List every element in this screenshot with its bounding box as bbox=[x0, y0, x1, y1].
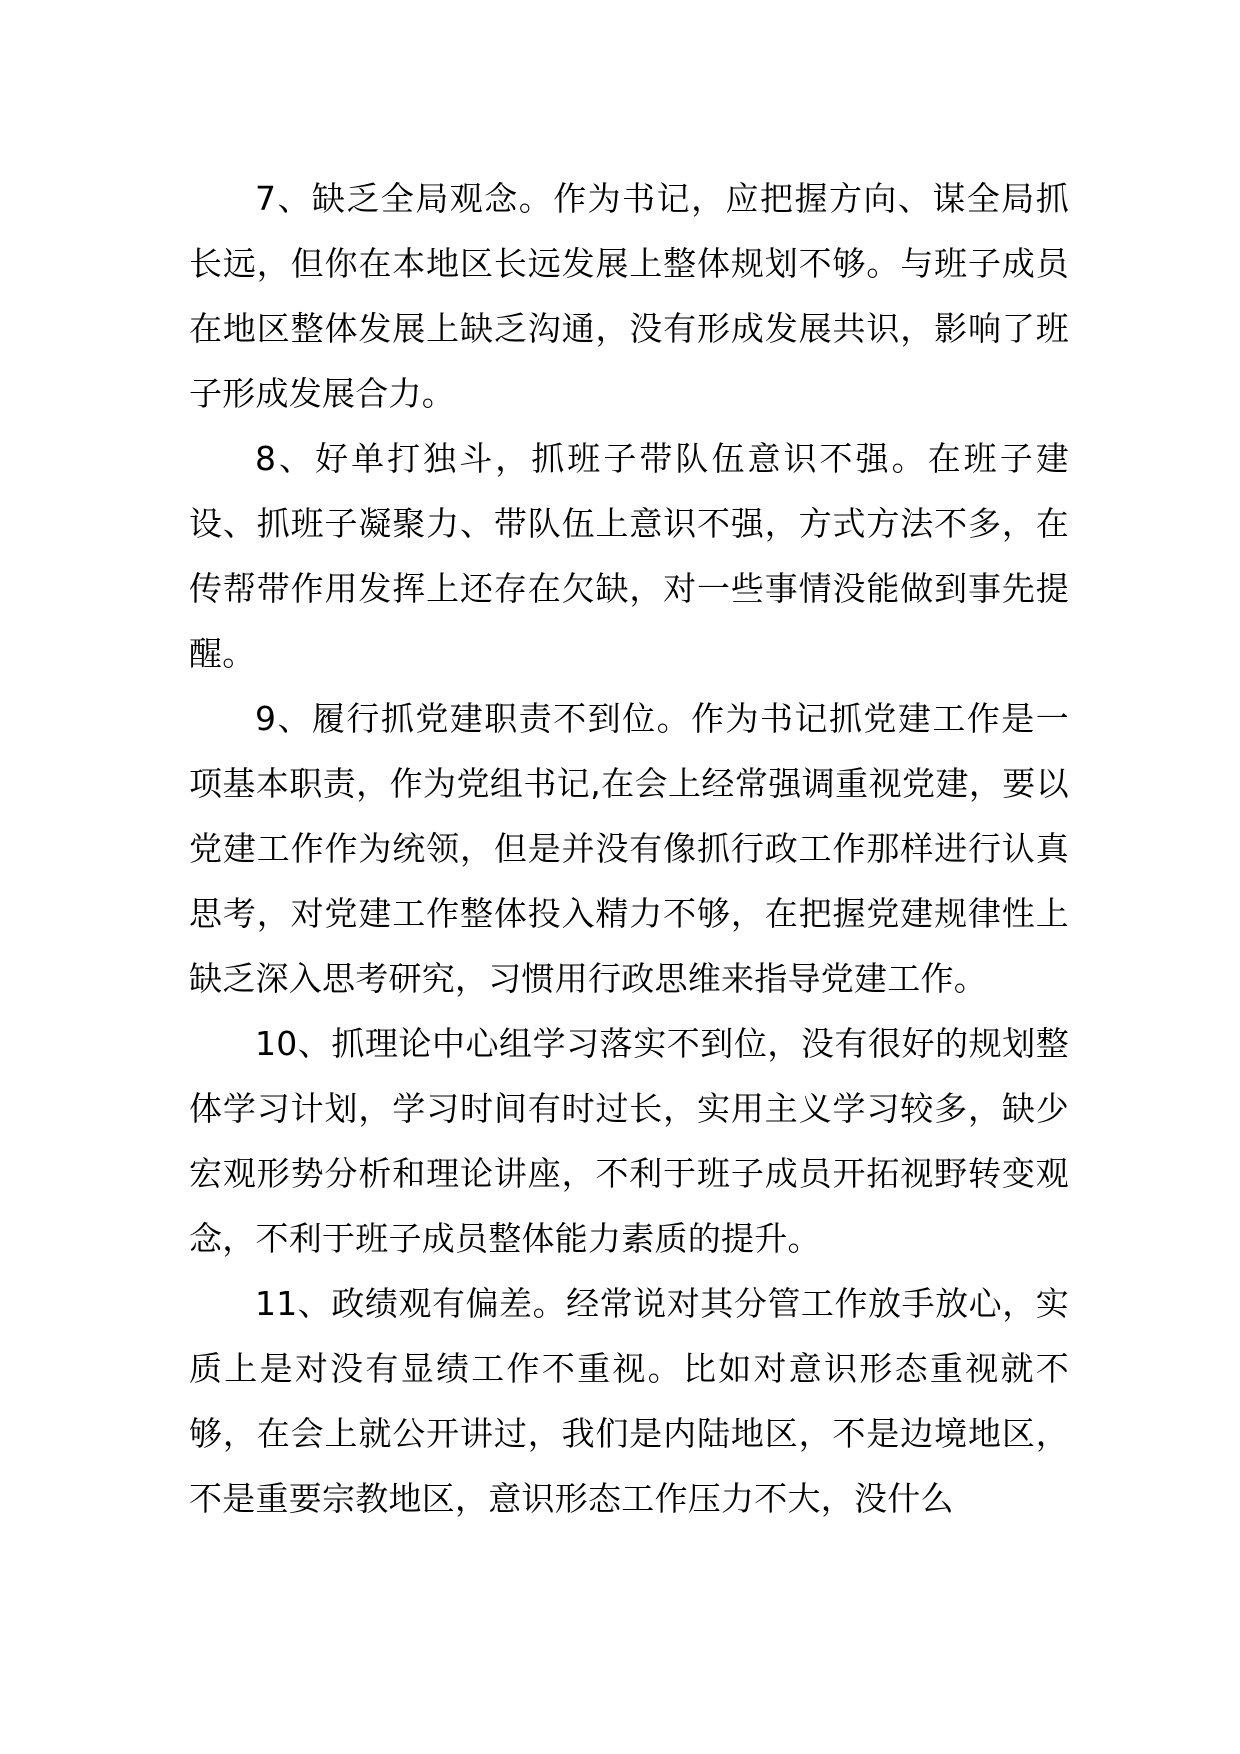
text-line: 转变观念，不利于班子成员整体能力素质的提升。 bbox=[189, 1154, 1070, 1258]
text-line: 9、履行抓党建职责不到位。作为书记抓党建工作是一 bbox=[255, 699, 1069, 738]
text-line: 11、政绩观有偏差。经常说对其分管工作放手放心， bbox=[255, 1284, 1036, 1323]
text-line: 8、好单打独斗，抓班子带队伍意识不强。在班子建设、 bbox=[189, 439, 1069, 543]
text-line: 7、缺乏全局观念。作为书记，应把握方向、谋全局抓 bbox=[255, 179, 1069, 218]
paragraph-9 bbox=[189, 686, 1069, 1011]
text-line: 不够，在会上就公开讲过，我们是内陆地区，不是边境地 bbox=[189, 1349, 1069, 1453]
text-line: 帮带作用发挥上还存在欠缺，对一些事情没能做到事先提 bbox=[222, 569, 1070, 608]
paragraph-8 bbox=[189, 426, 1069, 686]
document-body bbox=[189, 166, 1069, 1531]
paragraph-10 bbox=[189, 1011, 1069, 1271]
text-line: 律性上缺乏深入思考研究，习惯用行政思维来指导党建工 bbox=[189, 894, 1070, 998]
text-line: 认真思考，对党建工作整体投入精力不够，在把握党建规 bbox=[189, 829, 1070, 933]
paragraph-7 bbox=[189, 166, 1069, 426]
text-line: 醒。 bbox=[189, 634, 256, 673]
paragraph-11 bbox=[189, 1271, 1069, 1531]
text-line: 作。 bbox=[920, 959, 987, 998]
text-line: 整体学习计划，学习时间有时过长，实用主义学习较多， bbox=[189, 1024, 1069, 1128]
text-line: 员在地区整体发展上缺乏沟通，没有形成发展共识，影响 bbox=[189, 244, 1069, 348]
text-line: 以党建工作作为统领，但是并没有像抓行政工作那样进行 bbox=[189, 764, 1069, 868]
text-line: 10、抓理论中心组学习落实不到位，没有很好的规划 bbox=[255, 1024, 1036, 1063]
text-line: 项基本职责，作为党组书记,在会上经常强调重视党建，要 bbox=[189, 764, 1036, 803]
text-line: 区，不是重要宗教地区，意识形态工作压力不大，没什么 bbox=[189, 1414, 1070, 1518]
text-line: 抓班子凝聚力、带队伍上意识不强，方式方法不多，在传 bbox=[189, 504, 1070, 608]
text-line: 长远，但你在本地区长远发展上整体规划不够。与班子成 bbox=[189, 244, 1036, 283]
text-line: 缺少宏观形势分析和理论讲座，不利于班子成员开拓视野 bbox=[189, 1089, 1070, 1193]
text-line: 了班子形成发展合力。 bbox=[189, 309, 1070, 413]
text-line: 实质上是对没有显绩工作不重视。比如对意识形态重视就 bbox=[189, 1284, 1069, 1388]
